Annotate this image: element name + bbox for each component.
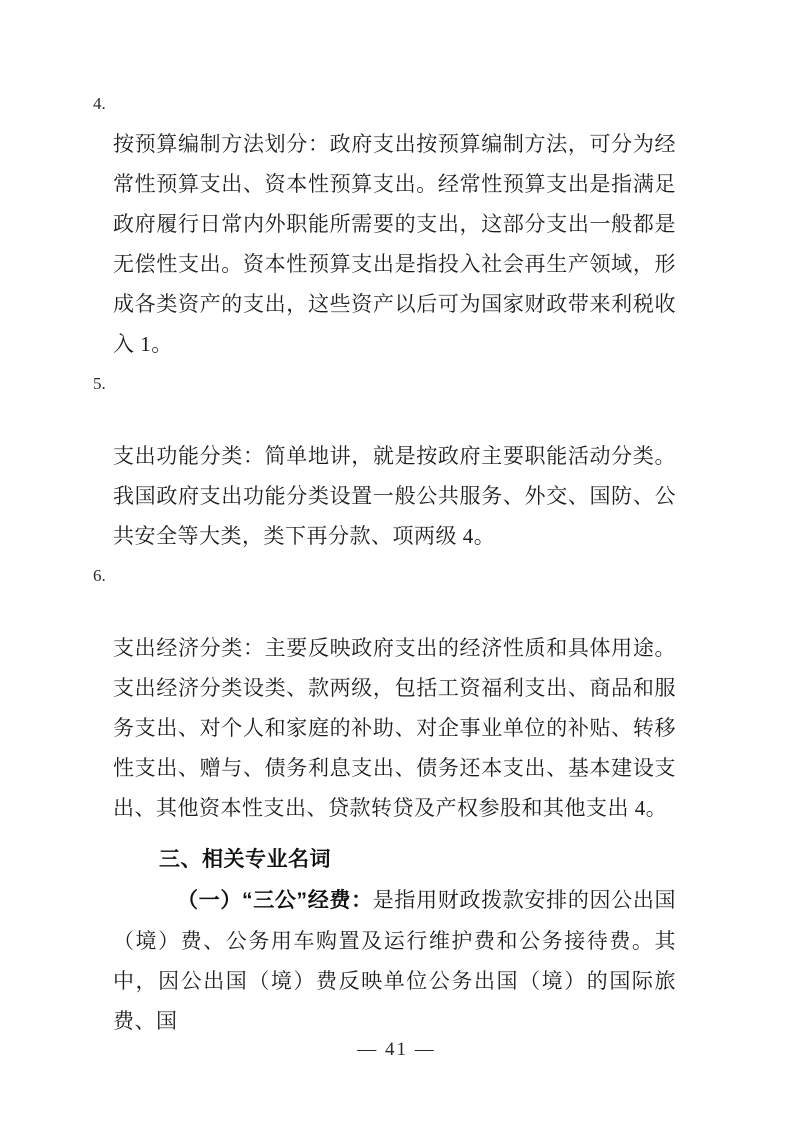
term-body-sangong: 是指用财政拨款安排的因公出国（境）费、公务用车购置及运行维护费和公务接待费。其中，因公出国（境）费反映单位公务出国（境）的国际旅费、国 — [113, 888, 677, 1033]
list-number-6: 6. — [93, 566, 106, 585]
page-number: — 41 — — [357, 1039, 436, 1060]
paragraph-functional-classification: 支出功能分类：简单地讲，就是按政府主要职能活动分类。我国政府支出功能分类设置一般公共服务、外交、国防、公共安全等大类，类下再分款、项两级 4。 — [113, 444, 676, 548]
paragraph-budget-method-classification: 按预算编制方法划分：政府支出按预算编制方法，可分为经常性预算支出、资本性预算支出。经常性预算支出是指满足政府履行日常内外职能所需要的支出，这部分支出一般都是无偿性支出。资本性预算支出是指投入社会再生产领域，形成各类资产的支出，这些资产以后可为国家财政带来利税收入 1。 — [113, 132, 676, 356]
term-lead-sangong: （一）“三公”经费： — [177, 889, 373, 912]
page-body — [93, 84, 677, 1041]
list-number-4: 4. — [93, 94, 106, 113]
paragraph-economic-classification: 支出经济分类：主要反映政府支出的经济性质和具体用途。支出经济分类设类、款两级，包括工资福利支出、商品和服务支出、对个人和家庭的补助、对企事业单位的补贴、转移性支出、赠与、债务利息支出、债务还本支出、基本建设支出、其他资本性支出、贷款转贷及产权参股和其他支出 4。 — [113, 636, 676, 820]
section-heading-related-terms: 三、相关专业名词 — [159, 848, 331, 871]
paragraph-sangong-expenses — [113, 880, 676, 1041]
list-number-5: 5. — [93, 374, 106, 393]
